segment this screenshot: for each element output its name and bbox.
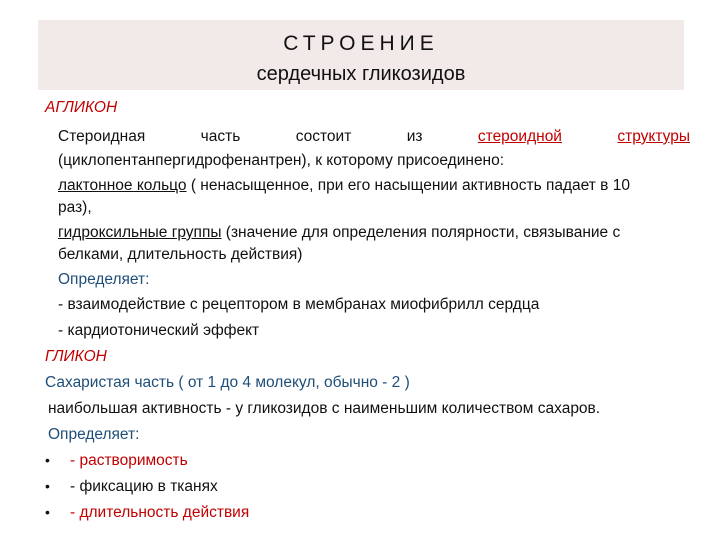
aglycone-line-2: (циклопентанпергидрофенантрен), к которому присоединено:: [58, 152, 505, 169]
glycone-bullet-3: - длительность действия: [70, 504, 250, 521]
aglycone-heading: АГЛИКОН: [45, 99, 118, 116]
bullet-icon: •: [45, 504, 50, 520]
hydroxyl-desc: (значение для определения полярности, связывание с: [221, 224, 621, 241]
lactone-desc: ( ненасыщенное, при его насыщении активность падает в 10: [186, 177, 630, 194]
lactone-cont: раз),: [58, 199, 92, 216]
glycone-determines: Определяет:: [48, 426, 140, 443]
word-of: из: [406, 128, 423, 145]
aglycone-item-1: - взаимодействие с рецептором в мембранах миофибрилл сердца: [58, 296, 540, 313]
lactone-line: [58, 176, 630, 196]
glycone-activity-line: наибольшая активность - у гликозидов с наименьшим количеством сахаров.: [48, 400, 601, 417]
aglycone-item-2: - кардиотонический эффект: [58, 322, 260, 339]
glycone-heading: ГЛИКОН: [45, 348, 107, 365]
glycone-bullet-2: - фиксацию в тканях: [70, 478, 218, 495]
hydroxyl-line: [58, 223, 620, 243]
aglycone-line-1: [58, 127, 690, 147]
bullet-icon: •: [45, 452, 50, 468]
word-consists: состоит: [295, 128, 352, 145]
bullet-icon: •: [45, 478, 50, 494]
page-subtitle: сердечных гликозидов: [256, 63, 466, 85]
word-steroid: Стероидная: [58, 128, 146, 145]
lactone-term: лактонное кольцо: [58, 177, 187, 194]
hydroxyl-cont: белками, длительность действия): [58, 246, 303, 263]
glycone-bullet-1: - растворимость: [70, 452, 188, 469]
word-part: часть: [200, 128, 241, 145]
word-structure: структуры: [617, 128, 690, 145]
page-title: СТРОЕНИЕ: [283, 32, 439, 55]
glycone-sugar-line: Сахаристая часть ( от 1 до 4 молекул, обычно - 2 ): [45, 374, 410, 391]
hydroxyl-term: гидроксильные группы: [58, 224, 222, 241]
word-steroid-structure: стероидной: [477, 128, 562, 145]
title-box: [38, 20, 684, 90]
aglycone-determines: Определяет:: [58, 271, 150, 288]
